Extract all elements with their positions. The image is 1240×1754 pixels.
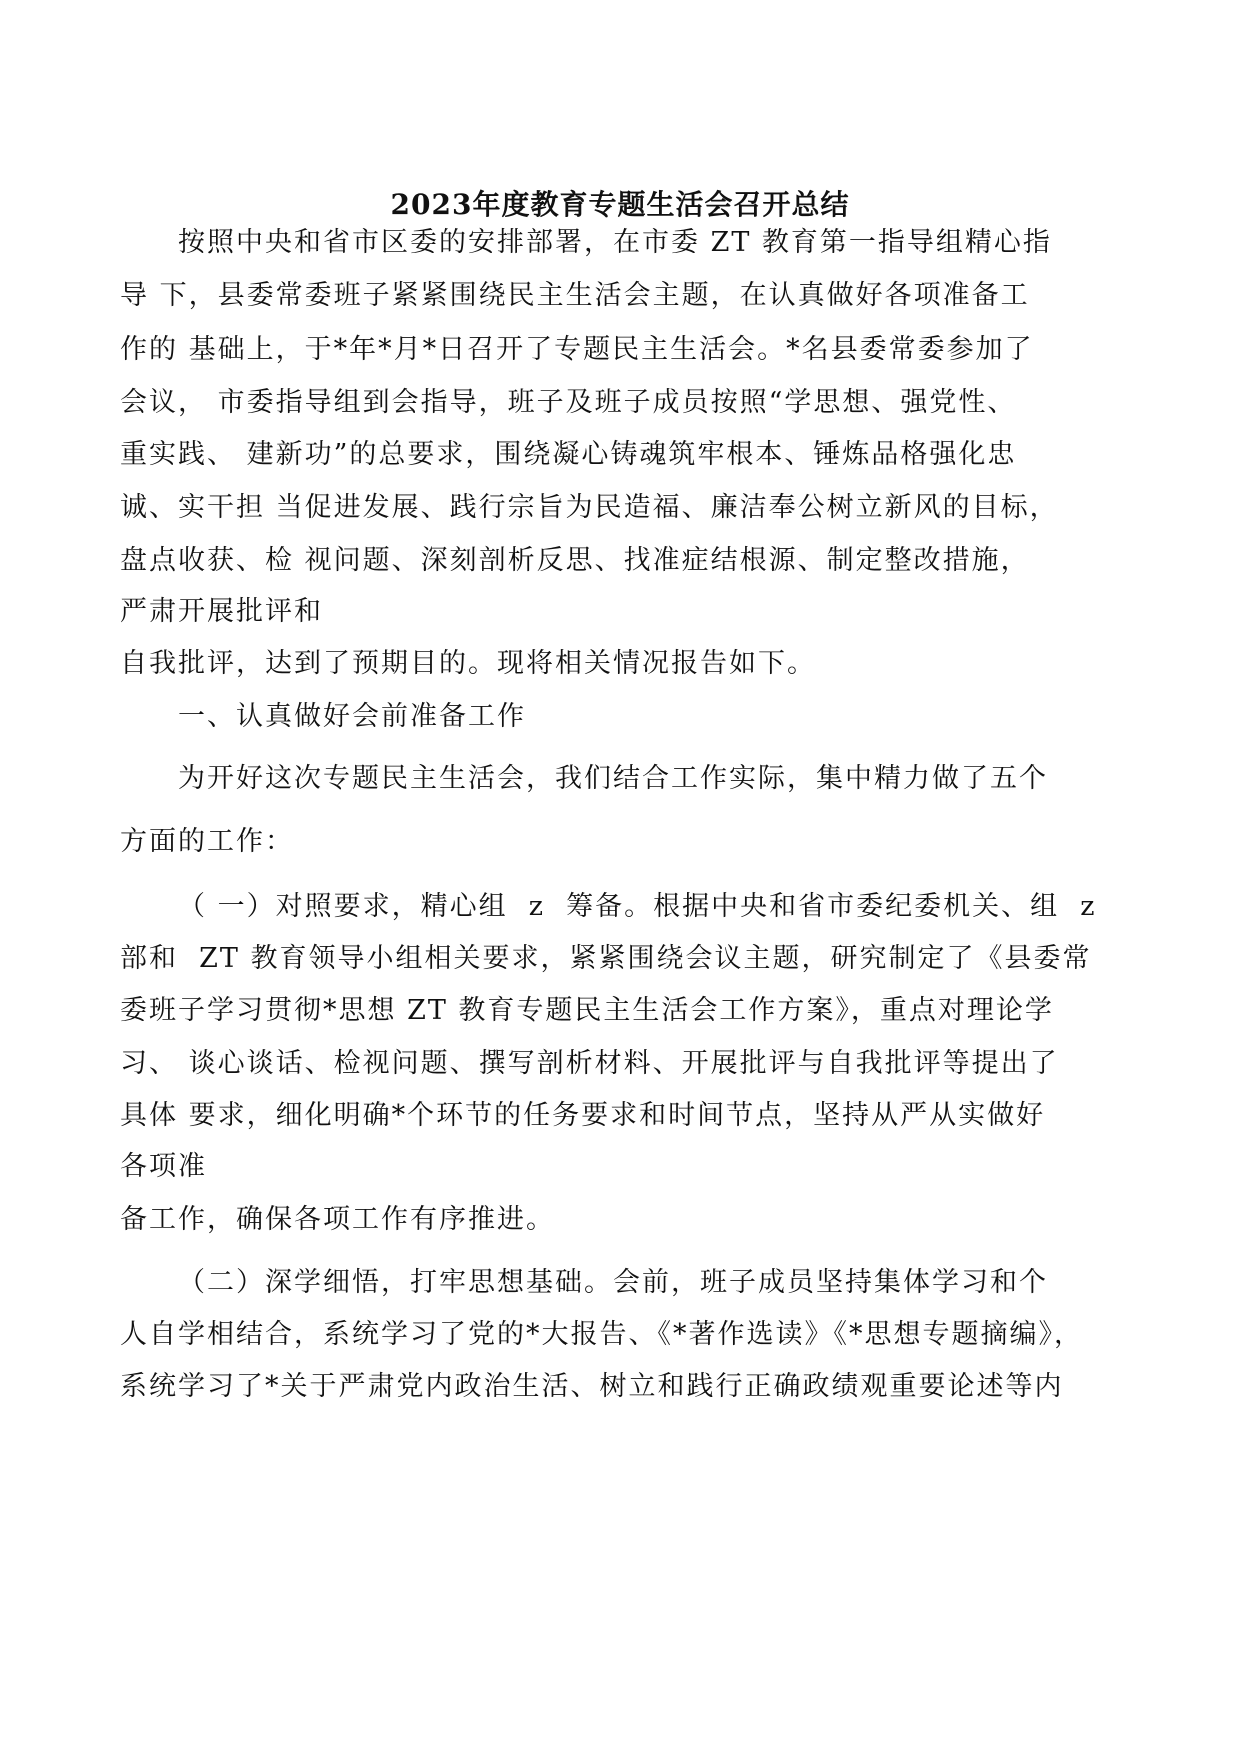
paragraph-line: 盘点收获、检 视问题、深刻剖析反思、找准症结根源、制定整改措施， bbox=[120, 545, 1030, 576]
paragraph-line: 导 下，县委常委班子紧紧围绕民主生活会主题，在认真做好各项准备工 bbox=[120, 280, 1030, 311]
paragraph-line: 按照中央和省市区委的安排部署，在市委 ZT 教育第一指导组精心指 bbox=[178, 227, 1052, 258]
paragraph-line: （二）深学细悟，打牢思想基础。会前，班子成员坚持集体学习和个 bbox=[178, 1267, 1048, 1298]
section-heading: 一、认真做好会前准备工作 bbox=[178, 701, 526, 732]
paragraph-line: 会议， 市委指导组到会指导，班子及班子成员按照“学思想、强党性、 bbox=[120, 387, 1017, 418]
paragraph-line: （ 一）对照要求，精心组 z 筹备。根据中央和省市委纪委机关、组 z bbox=[178, 891, 1097, 922]
paragraph-line: 重实践、 建新功”的总要求，围绕凝心铸魂筑牢根本、锤炼品格强化忠 bbox=[120, 439, 1017, 470]
paragraph-line: 为开好这次专题民主生活会，我们结合工作实际，集中精力做了五个 bbox=[178, 763, 1048, 794]
paragraph-line: 严肃开展批评和 bbox=[120, 596, 323, 627]
paragraph-line: 具体 要求，细化明确*个环节的任务要求和时间节点，坚持从严从实做好 bbox=[120, 1100, 1046, 1131]
paragraph-line: 委班子学习贯彻*思想 ZT 教育专题民主生活会工作方案》，重点对理论学 bbox=[120, 995, 1054, 1026]
document-title: 2023年度教育专题生活会召开总结 bbox=[390, 188, 850, 221]
paragraph-line: 方面的工作： bbox=[120, 826, 294, 857]
paragraph-line: 各项准 bbox=[120, 1151, 207, 1182]
paragraph-line: 备工作，确保各项工作有序推进。 bbox=[120, 1204, 555, 1235]
paragraph-line: 部和 ZT 教育领导小组相关要求，紧紧围绕会议主题，研究制定了《县委常 bbox=[120, 943, 1092, 974]
paragraph-line: 系统学习了*关于严肃党内政治生活、树立和践行正确政绩观重要论述等内 bbox=[120, 1371, 1064, 1402]
paragraph-line: 习、 谈心谈话、检视问题、撰写剖析材料、开展批评与自我批评等提出了 bbox=[120, 1048, 1059, 1079]
paragraph-line: 诚、实干担 当促进发展、践行宗旨为民造福、廉洁奉公树立新风的目标， bbox=[120, 492, 1059, 523]
paragraph-line: 自我批评，达到了预期目的。现将相关情况报告如下。 bbox=[120, 648, 816, 679]
paragraph-line: 人自学相结合，系统学习了党的*大报告、《*著作选读》《*思想专题摘编》， bbox=[120, 1319, 1083, 1350]
paragraph-line: 作的 基础上，于*年*月*日召开了专题民主生活会。*名县委常委参加了 bbox=[120, 334, 1034, 365]
